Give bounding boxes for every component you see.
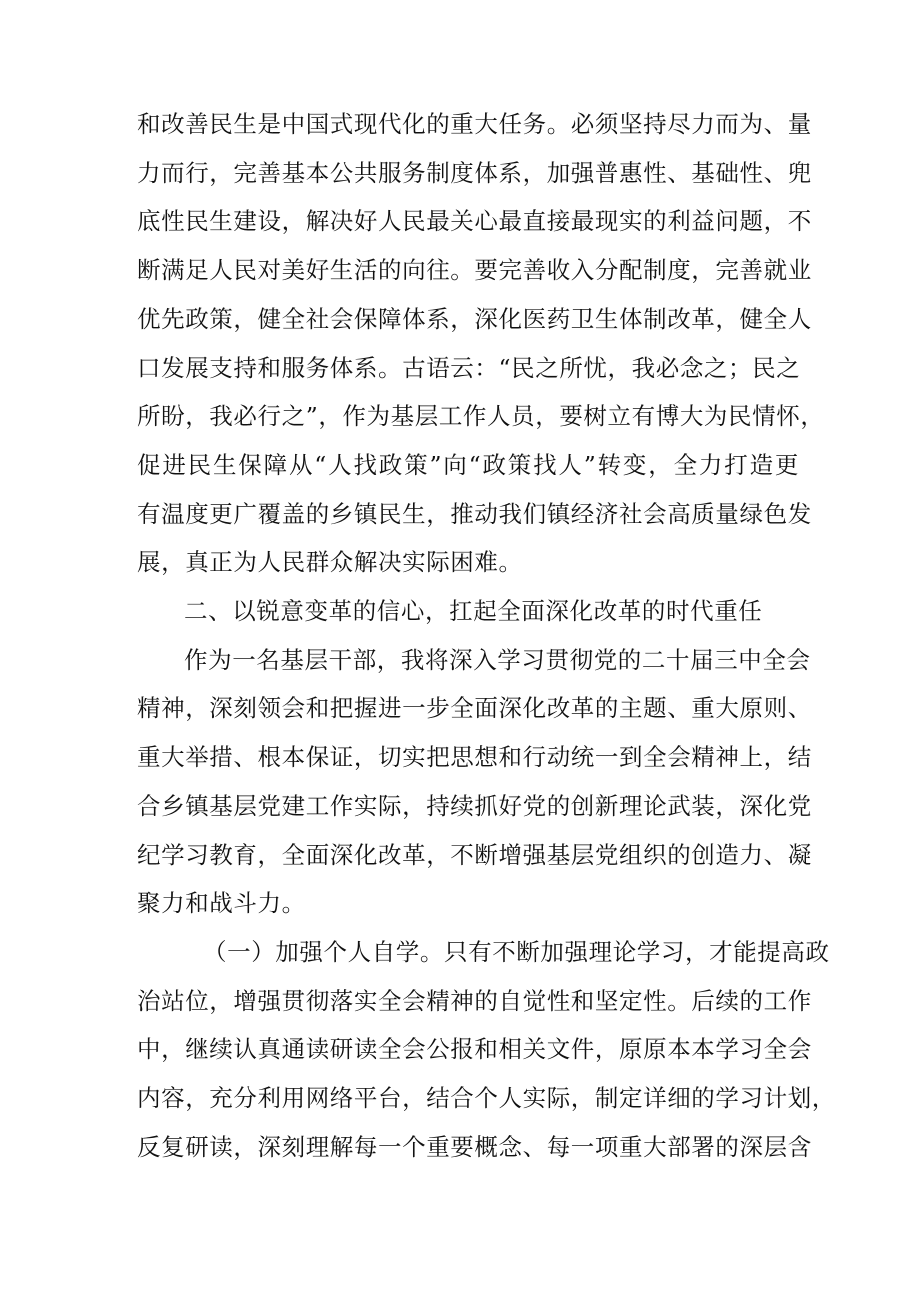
paragraph-2 [137,636,812,928]
text-line: 所盼，我必行之”，作为基层工作人员，要树立有博大为民情怀， [137,402,825,431]
text-line: 断满足人民对美好生活的向往。要完善收入分配制度，完善就业 [137,256,812,285]
text-line: 口发展支持和服务体系。古语云：“民之所忧，我必念之；民之 [137,353,801,382]
text-line: 促进民生保障从“人找政策”向“政策找人”转变，全力打造更 [137,450,799,479]
text-line: 作为一名基层干部，我将深入学习贯彻党的二十届三中全会 [184,645,811,674]
text-line: 展，真正为人民群众解决实际困难。 [137,548,523,577]
text-line: 和改善民生是中国式现代化的重大任务。必须坚持尽力而为、量 [137,110,812,138]
text-line: 优先政策，健全社会保障体系，深化医药卫生体制改革，健全人 [137,304,812,333]
paragraph-3 [137,928,836,1172]
text-line: 内容，充分利用网络平台，结合个人实际，制定详细的学习计划， [137,1084,836,1113]
text-line: 合乡镇基层党建工作实际，持续抓好党的创新理论武装，深化党 [137,791,812,820]
text-line: 力而行，完善基本公共服务制度体系，加强普惠性、基础性、兜 [137,158,812,187]
text-line: 精神，深刻领会和把握进一步全面深化改革的主题、重大原则、 [137,694,812,723]
text-line: （一）加强个人自学。只有不断加强理论学习，才能提高政 [203,937,830,966]
section-heading-text: 二、以锐意变革的信心，扛起全面深化改革的时代重任 [184,597,763,626]
text-line: 纪学习教育，全面深化改革，不断增强基层党组织的创造力、凝 [137,840,812,869]
text-line: 有温度更广覆盖的乡镇民生，推动我们镇经济社会高质量绿色发 [137,499,812,528]
text-line: 中，继续认真通读研读全会公报和相关文件，原原本本学习全会 [137,1035,812,1064]
text-line: 底性民生建设，解决好人民最关心最直接最现实的利益问题，不 [137,207,812,236]
paragraph-1 [137,100,825,587]
document-body [137,100,836,1171]
text-line: 聚力和战斗力。 [137,889,306,918]
section-heading [137,587,799,636]
text-line: 治站位，增强贯彻落实全会精神的自觉性和坚定性。后续的工作 [137,986,812,1015]
text-line: 反复研读，深刻理解每一个重要概念、每一项重大部署的深层含 [137,1132,812,1161]
text-line: 重大举措、根本保证，切实把思想和行动统一到全会精神上，结 [137,743,812,772]
